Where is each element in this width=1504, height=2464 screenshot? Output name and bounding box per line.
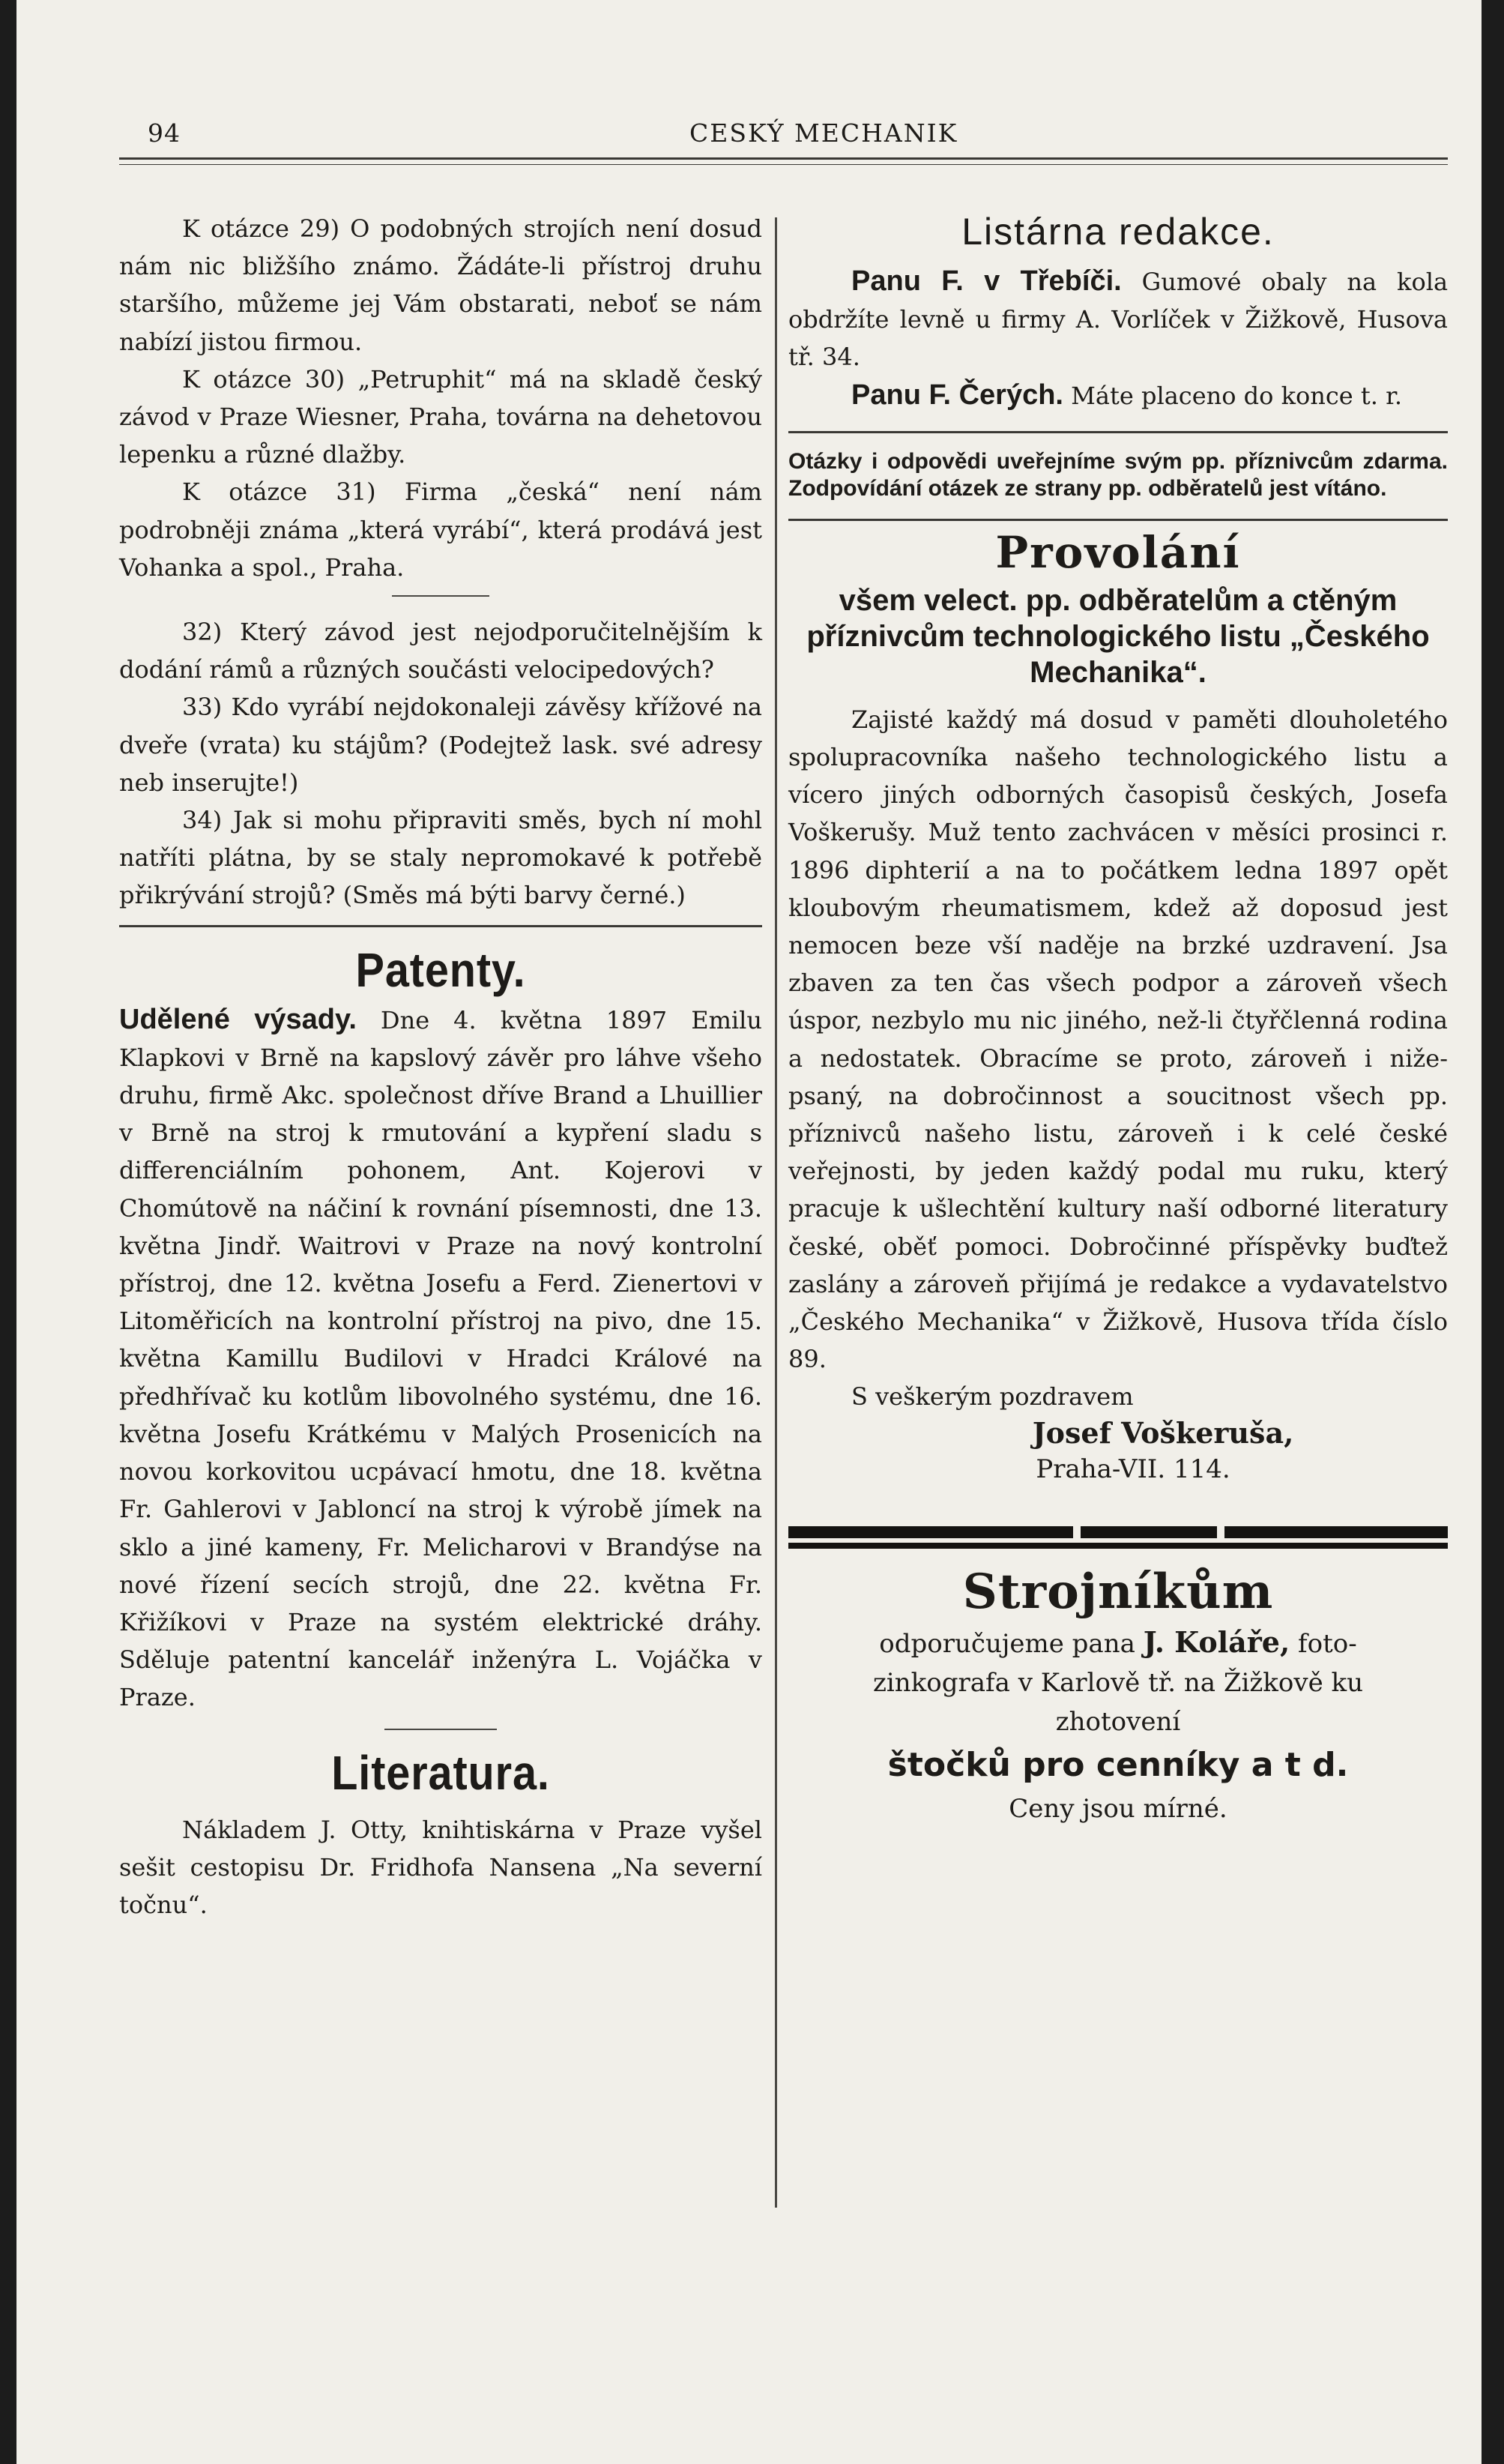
signature-name: Josef Voškeruša, <box>1032 1415 1294 1450</box>
ad-border-top-2 <box>788 1543 1448 1549</box>
patenty-text: Dne 4. května 1897 Emilu Klapkovi v Brně na kapslový závěr pro láhve všeho druhu, firmě Akc. společnost dříve Brand a Lhuillier v Brně na stroj k rmutování a kypření sladu s differenciálním pohonem, Ant. Kojerovi v Chomútově na náčiní k rovnání písemnosti, dne 13. května Jindř. Waitrovi v Praze na nový kontrolní přístroj, dne 12. května Josefu a Ferd. Zienertovi v Litoměřicích na kontrolní přístroj na pivo, dne 15. května Kamillu Budilovi v Hradci Králové na předhřívač ku kotlům libovolného systému, dne 16. května Josefu Krátkému v Malých Prosenicích na novou korkovitou ucpávací hmotu, dne 18. května Fr. Gahlerovi v Jabloncí na stroj k výrobě jímek na sklo a jiné kameny, Fr. Melicharovi v Brandýse na nové řízení secích strojů, dne 22. května Fr. Křižíkovi v Praze na systém elektrické dráhy. Sděluje patentní kancelář inženýra L. Vojáčka v Praze. <box>119 1005 762 1712</box>
message-2-recipient: Panu F. Čerých. <box>851 379 1063 411</box>
answer-31: K otázce 31) Firma „česká“ není nám podrobněji známa „která vyrábí“, která prodává jest Vohanka a spol., Praha. <box>119 478 762 582</box>
page-number: 94 <box>148 118 181 148</box>
answer-29: K otázce 29) O podobných strojích není dosud nám nic bližšího známo. Žádáte-li přístroj druhu staršího, můžeme jej Vám obstarati, neboť se nám nabízí jistou firmou. <box>119 214 762 356</box>
ad-line-3: zhotovení <box>1055 1706 1181 1737</box>
provolani-subheading: všem velect. pp. odběratelům a ctěným příznivcům technologického listu „Českého Mechanika“. <box>806 583 1430 689</box>
section-divider <box>119 925 762 927</box>
ad-line-1: odporučujeme pana J. Koláře, foto- <box>879 1624 1357 1659</box>
header-rule <box>119 157 1448 160</box>
question-32: 32) Který závod jest nejodporučitelnějším k dodání rámů a různých součásti velocipedových? <box>119 618 762 684</box>
ad-border-top <box>788 1526 1448 1538</box>
signature-address: Praha-VII. 114. <box>1036 1454 1230 1484</box>
section-divider <box>384 1729 497 1730</box>
answer-30: K otázce 30) „Petruphit“ má na skladě český závod v Praze Wiesner, Praha, továrna na dehetovou lepenku a různé dlažby. <box>119 364 762 469</box>
journal-title: CESKÝ MECHANIK <box>689 118 958 148</box>
listarna-heading: Listárna redakce. <box>961 211 1275 253</box>
message-2-text: Máte placeno do konce t. r. <box>1071 381 1403 410</box>
provolani-text: Zajisté každý má dosud v paměti dlouholetého spolupracovníka našeho technologického listu a vícero jiných odborných časopisů českých, Josefa Voškerušy. Muž tento zachvácen v měsíci prosinci r. 1896 diphterií a na to počátkem ledna 1897 opět kloubovým rheumatismem, kdež až doposud jest nemocen beze vší naděje na brzké uzdravení. Jsa zbaven za ten čas všech podpor a zároveň všech úspor, nezbylo mu nic jiného, než-li čtyřčlenná rodina a nedostatek. Obracíme se proto, zároveň i niže-psaný, na dobročinnost a soucitnost všech pp. příznivců našeho listu, zároveň i k celé české veřejnosti, by jeden každý podal mu ruku, který pracuje k ušlechtění kultury naší odborné literatury české, oběť pomoci. Dobročinné příspěvky buďtež zaslány a zároveň přijímá je redakce a vydavatelstvo „Českého Mechanika“ v Žižkově, Husova třída číslo 89. <box>788 705 1448 1374</box>
patenty-heading: Patenty. <box>355 942 526 997</box>
message-1-text: Gumové obaly na kola obdržíte levně u firmy A. Vorlíček v Žižkově, Husova tř. 34. <box>788 268 1449 372</box>
patenty-paragraph <box>119 1001 762 1717</box>
question-33: 33) Kdo vyrábí nejdokonaleji závěsy křížové na dveře (vrata) ku stájům? (Podejtež lask. své adresy neb inserujte!) <box>119 693 762 797</box>
ad-prices: Ceny jsou mírné. <box>1009 1793 1227 1824</box>
listarna-message-2 <box>788 376 1448 415</box>
ad-line-2: zinkografa v Karlově tř. na Žižkově ku <box>872 1667 1364 1698</box>
literatura-text: Nákladem J. Otty, knihtiskárna v Praze vyšel sešit cestopisu Dr. Fridhofa Nansena „Na severní točnu“. <box>119 1815 762 1919</box>
left-column <box>119 210 762 1924</box>
message-1-recipient: Panu F. v Třebíči. <box>851 265 1122 297</box>
ad-name: J. Koláře, <box>1143 1624 1290 1659</box>
question-34: 34) Jak si mohu připraviti směs, bych ní mohl natříti plátna, by se staly nepromokavé k potřebě přikrývání strojů? (Směs má býti barvy černé.) <box>119 806 762 910</box>
newspaper-page <box>16 0 1482 2464</box>
patenty-lead: Udělené výsady. <box>119 1003 357 1035</box>
header-rule-thin <box>119 164 1448 165</box>
section-divider <box>392 595 489 597</box>
ad-product: štočků pro cenníky a t d. <box>887 1745 1349 1784</box>
right-column <box>788 210 1448 1828</box>
column-divider <box>775 217 777 2208</box>
editorial-notice: Otázky i odpovědi uveřejníme svým pp. příznivcům zdarma. Zodpovídání otázek ze strany pp. odběratelů jest vítáno. <box>788 448 1448 501</box>
section-divider <box>788 431 1448 433</box>
provolani-heading: Provolání <box>995 526 1241 578</box>
listarna-message-1 <box>788 262 1448 376</box>
section-divider <box>788 519 1448 521</box>
literatura-heading: Literatura. <box>331 1745 550 1800</box>
greeting: S veškerým pozdravem <box>851 1382 1134 1412</box>
strojnikum-heading: Strojníkům <box>962 1563 1274 1620</box>
